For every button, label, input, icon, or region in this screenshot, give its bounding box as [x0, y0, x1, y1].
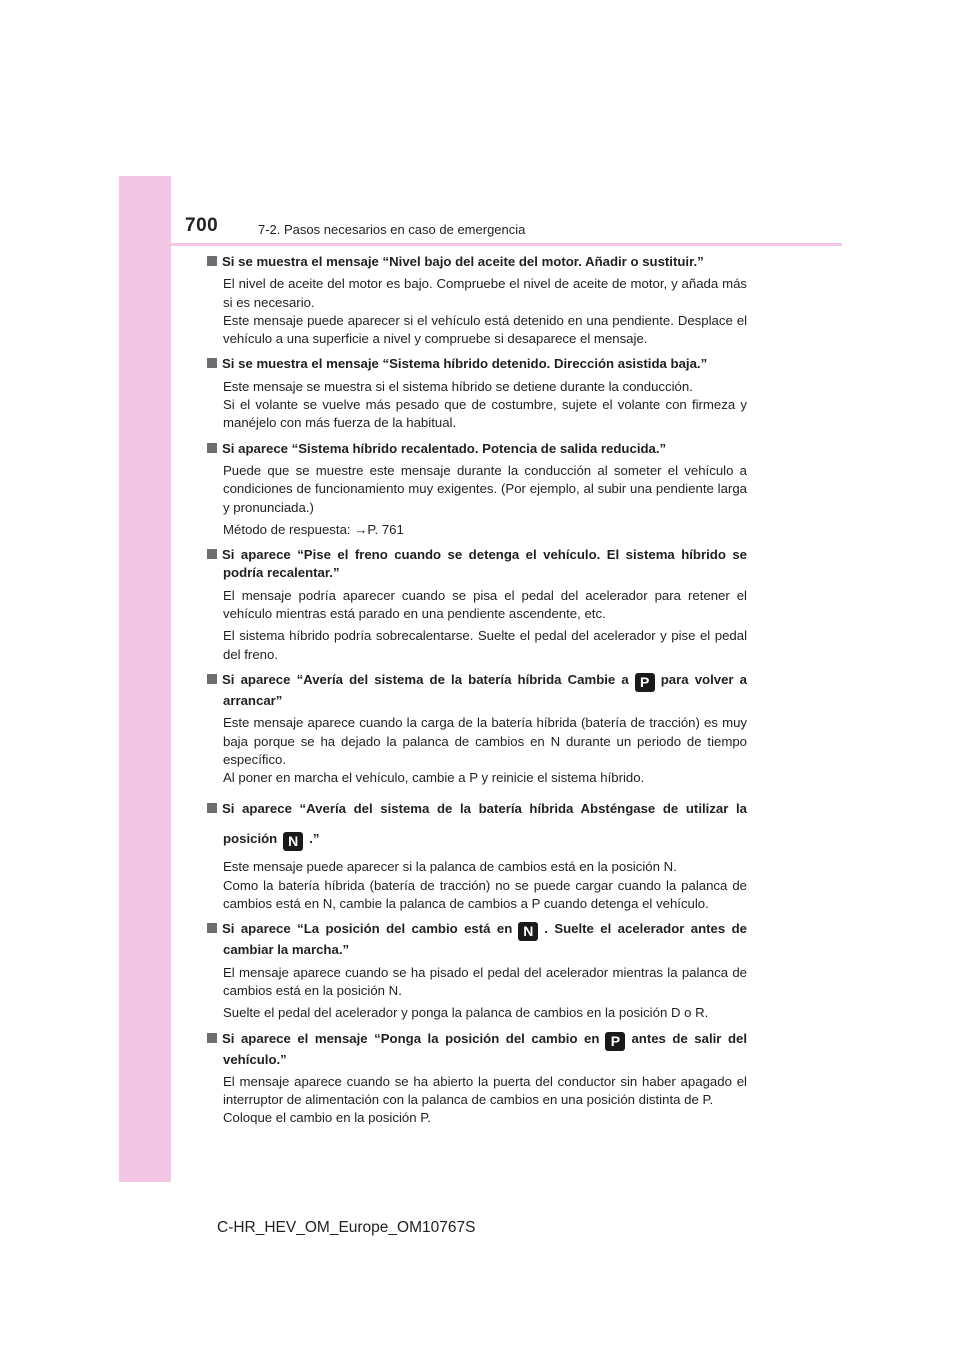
- paragraph: El mensaje aparece cuando se ha pisado el pedal del acelerador mientras la palanca de cambios está en la posición N.: [223, 964, 747, 998]
- message-heading: Si aparece “Pise el freno cuando se detenga el vehículo. El sistema híbrido se podría recalentar.”: [207, 546, 747, 583]
- square-bullet-icon: [207, 923, 217, 933]
- paragraph: Puede que se muestre este mensaje durante la conducción al someter el vehículo a condiciones de funcionamiento muy exigentes. (Por ejemplo, al subir una pendiente larga y pronunciada.): [223, 462, 747, 515]
- document-code: C-HR_HEV_OM_Europe_OM10767S: [217, 1219, 476, 1236]
- paragraph: [207, 521, 747, 539]
- square-bullet-icon: [207, 549, 217, 559]
- paragraph: Este mensaje puede aparecer si la palanca de cambios está en la posición N. Como la batería híbrida (batería de tracción) no se puede cargar cuando la palanca de cambios está en N, cambie la palanca de cambios a P cuando detenga el vehículo.: [223, 859, 747, 912]
- paragraph: Suelte el pedal del acelerador y ponga la palanca de cambios en la posición D o R.: [223, 1005, 709, 1021]
- message-heading: Si aparece el mensaje “Ponga la posición del cambio en P antes de salir del vehículo.”: [207, 1030, 747, 1069]
- message-item: [207, 1030, 747, 1128]
- square-bullet-icon: [207, 674, 217, 684]
- section-tab-bar: [119, 176, 171, 1182]
- neutral-position-icon: N: [283, 832, 303, 851]
- message-item: [207, 920, 747, 1022]
- message-item: [207, 546, 747, 664]
- square-bullet-icon: [207, 256, 217, 266]
- park-position-icon: P: [635, 673, 655, 692]
- page-content: [207, 253, 747, 1135]
- square-bullet-icon: [207, 1033, 217, 1043]
- message-heading: Si aparece “Avería del sistema de la batería híbrida Cambie a P para volver a arrancar”: [207, 671, 747, 710]
- message-heading: Si se muestra el mensaje “Nivel bajo del aceite del motor. Añadir o sustituir.”: [207, 253, 747, 271]
- paragraph: Este mensaje se muestra si el sistema híbrido se detiene durante la conducción. Si el volante se vuelve más pesado que de costumbre, sujete el volante con firmeza y manéjelo con más fuerza de la habitual.: [223, 378, 747, 431]
- paragraph: El nivel de aceite del motor es bajo. Compruebe el nivel de aceite de motor, y añada más si es necesario. Este mensaje puede aparecer si el vehículo está detenido en una pendiente. Desplace el vehículo a una superficie a nivel y compruebe si desaparece el mensaje.: [223, 276, 747, 347]
- message-heading: Si aparece “La posición del cambio está en N . Suelte el acelerador antes de cambiar la marcha.”: [207, 920, 747, 959]
- message-heading: Si se muestra el mensaje “Sistema híbrido detenido. Dirección asistida baja.”: [207, 355, 747, 373]
- neutral-position-icon: N: [518, 922, 538, 941]
- square-bullet-icon: [207, 803, 217, 813]
- section-title: 7-2. Pasos necesarios en caso de emergencia: [258, 222, 526, 237]
- square-bullet-icon: [207, 443, 217, 453]
- message-item: [207, 794, 747, 913]
- paragraph: Este mensaje aparece cuando la carga de la batería híbrida (batería de tracción) es muy baja porque se ha dejado la palanca de cambios en N durante un periodo de tiempo específico. Al poner en marcha el vehículo, cambie a P y reinicie el sistema híbrido.: [223, 715, 747, 786]
- message-item: [207, 355, 747, 432]
- park-position-icon: P: [605, 1032, 625, 1051]
- message-heading: Si aparece “Sistema híbrido recalentado. Potencia de salida reducida.”: [207, 440, 747, 458]
- page-number: 700: [185, 215, 219, 236]
- header-rule: [171, 243, 842, 246]
- square-bullet-icon: [207, 358, 217, 368]
- message-item: [207, 253, 747, 348]
- paragraph: El mensaje podría aparecer cuando se pisa el pedal del acelerador para retener el vehículo mientras está parado en una pendiente ascendente, etc.: [223, 587, 747, 622]
- paragraph: El mensaje aparece cuando se ha abierto la puerta del conductor sin haber apagado el interruptor de alimentación con la palanca de cambios en una posición distinta de P. Coloque el cambio en la posición P.: [223, 1073, 747, 1126]
- message-item: [207, 440, 747, 539]
- message-item: [207, 671, 747, 787]
- paragraph: El sistema híbrido podría sobrecalentarse. Suelte el pedal del acelerador y pise el pedal del freno.: [223, 628, 747, 662]
- page-reference-link: Método de respuesta: →P. 761: [223, 521, 404, 537]
- message-heading: Si aparece “Avería del sistema de la batería híbrida Absténgase de utilizar la posición N .”: [207, 794, 747, 854]
